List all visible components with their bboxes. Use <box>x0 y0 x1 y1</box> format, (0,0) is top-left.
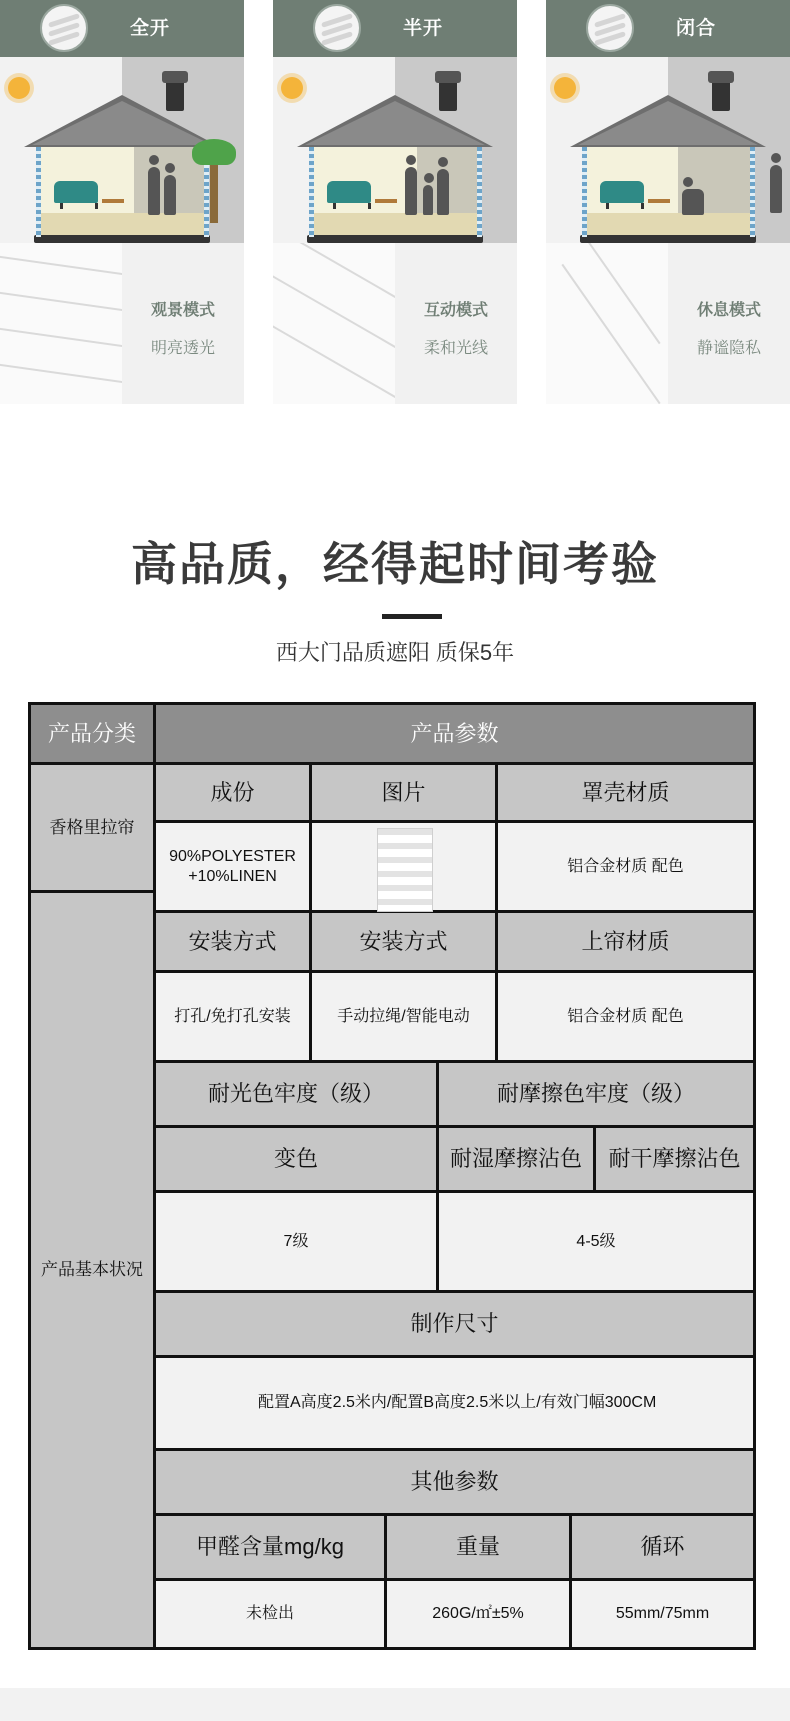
card-title: 半开 <box>402 18 443 39</box>
card-title: 闭合 <box>675 18 716 39</box>
quality-subheading: 西大门品质遮阳 质保5年 <box>275 640 515 665</box>
header-params: 产品参数 <box>156 705 753 762</box>
blind-icon <box>40 4 88 52</box>
header-category: 产品分类 <box>31 705 153 762</box>
label-housing-material: 罩壳材质 <box>498 765 753 820</box>
house-illustration <box>273 57 517 243</box>
label-install-method: 安装方式 <box>312 913 495 970</box>
label-install-method: 安装方式 <box>156 913 309 970</box>
label-formaldehyde: 甲醛含量mg/kg <box>156 1516 384 1578</box>
value-install-method: 手动拉绳/智能电动 <box>312 973 495 1060</box>
person-icon <box>423 185 433 215</box>
value-rubbing-grade: 4-5级 <box>439 1193 753 1290</box>
blind-fabric-image <box>546 243 668 404</box>
label-color-change: 变色 <box>156 1128 436 1190</box>
sofa-icon <box>54 181 98 203</box>
label-cycle: 循环 <box>572 1516 753 1578</box>
value-cycle: 55mm/75mm <box>572 1581 753 1647</box>
quality-heading: 高品质，经得起时间考验 <box>131 538 659 590</box>
person-icon <box>148 167 160 215</box>
value-weight: 260G/㎡±5% <box>387 1581 569 1647</box>
mode-name: 观景模式 <box>150 302 215 319</box>
label-weight: 重量 <box>387 1516 569 1578</box>
value-install-method: 打孔/免打孔安装 <box>156 973 309 1060</box>
value-light-grade: 7级 <box>156 1193 436 1290</box>
label-rubbing-fastness: 耐摩擦色牢度（级） <box>439 1063 753 1125</box>
label-wet-rubbing: 耐湿摩擦沾色 <box>439 1128 593 1190</box>
person-icon <box>682 189 704 215</box>
card-title: 全开 <box>129 18 170 39</box>
value-size: 配置A高度2.5米内/配置B高度2.5米以上/有效门幅300CM <box>156 1358 753 1448</box>
label-composition: 成份 <box>156 765 309 820</box>
mode-description: 柔和光线 <box>423 340 488 357</box>
person-icon <box>437 169 449 215</box>
basic-status-label: 产品基本状况 <box>31 893 153 1647</box>
person-icon <box>405 167 417 215</box>
house-illustration <box>546 57 790 243</box>
value-housing-material: 铝合金材质 配色 <box>498 823 753 910</box>
sofa-icon <box>327 181 371 203</box>
blind-icon <box>586 4 634 52</box>
card-header <box>0 0 244 57</box>
heading-divider <box>382 614 442 619</box>
mode-name: 互动模式 <box>423 302 488 319</box>
mode-card-closed <box>546 0 790 404</box>
mode-description: 明亮透光 <box>150 340 215 357</box>
page-footer-strip <box>0 1688 790 1721</box>
card-header <box>546 0 790 57</box>
mode-card-half <box>273 0 517 404</box>
blind-icon <box>313 4 361 52</box>
person-icon <box>770 165 782 213</box>
person-icon <box>164 175 176 215</box>
mode-description: 静谧隐私 <box>696 340 761 357</box>
label-dry-rubbing: 耐干摩擦沾色 <box>596 1128 753 1190</box>
value-formaldehyde: 未检出 <box>156 1581 384 1647</box>
mode-name: 休息模式 <box>696 302 761 319</box>
card-header <box>273 0 517 57</box>
sofa-icon <box>600 181 644 203</box>
product-thumbnail <box>377 828 433 912</box>
product-name: 香格里拉帘 <box>31 765 153 890</box>
composition-line: +10%LINEN <box>188 867 277 885</box>
blind-fabric-image <box>273 243 395 404</box>
blind-fabric-image <box>0 243 122 404</box>
composition-line: 90%POLYESTER <box>169 847 296 865</box>
label-size: 制作尺寸 <box>156 1293 753 1355</box>
value-composition <box>156 823 309 910</box>
house-illustration <box>0 57 244 243</box>
label-other: 其他参数 <box>156 1451 753 1513</box>
mode-card-open <box>0 0 244 404</box>
label-light-fastness: 耐光色牢度（级） <box>156 1063 436 1125</box>
label-picture: 图片 <box>312 765 495 820</box>
value-upper-material: 铝合金材质 配色 <box>498 973 753 1060</box>
label-upper-material: 上帘材质 <box>498 913 753 970</box>
